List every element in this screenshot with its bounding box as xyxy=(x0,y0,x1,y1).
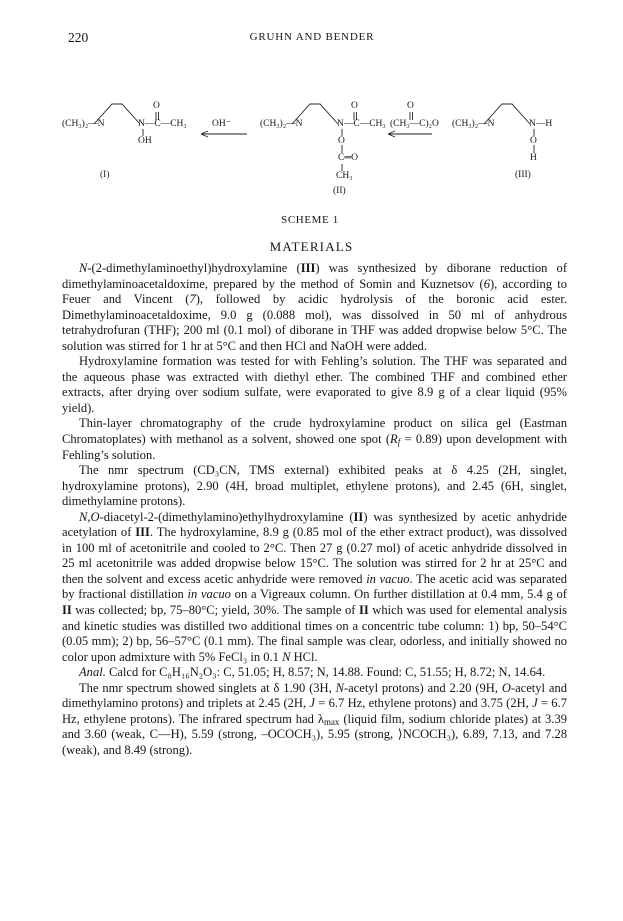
text-run: N xyxy=(335,680,344,695)
text-run: f xyxy=(397,437,401,448)
text-run: in vacuo xyxy=(187,587,231,602)
running-head: GRUHN AND BENDER xyxy=(249,31,375,43)
text-run: was collected; bp, 75–80°C; yield, 30%. The sample of xyxy=(71,603,359,618)
paragraph-p4 xyxy=(62,463,567,510)
paragraph-p6 xyxy=(62,665,567,681)
text-run: The nmr spectrum (CD₃CN, TMS external) exhibited peaks at δ 4.25 (2H, singlet, hydroxylamine protons), 2.90 (4H, broad multiplet, ethylene protons), and 2.45 (6H, singlet, dimethylamine protons). xyxy=(62,463,567,509)
text-run: Anal. xyxy=(79,665,106,680)
text-run: J xyxy=(532,696,538,711)
text-run: O xyxy=(501,680,511,695)
text-run: R xyxy=(390,432,398,447)
compound-ii-methyl: CH₃ xyxy=(336,171,353,181)
text-run: (liquid film, sodium chloride plates) at 3.39 and 3.60 (weak, C—H), 5.59 (strong, –OCOCH₃), 5.95 (strong, ⟩NCOCH₃), 6.89, 7.13, and 7.28 (weak), and 8.49 (strong). xyxy=(62,711,567,757)
hydroxide-label: OH⁻ xyxy=(212,119,231,129)
compound-iii-o: O xyxy=(530,136,537,146)
compound-i-carbonyl-o: O xyxy=(153,101,160,111)
text-run: ), according to Feuer and Vincent ( xyxy=(62,276,567,307)
compound-iii-h: H xyxy=(530,153,537,163)
text-run: Thin-layer chromatography of the crude hydroxylamine product on silica gel (Eastman Chromatoplates) with methanol as a solvent, showed one spot ( xyxy=(62,416,567,447)
text-run: -acetyl protons) and 2.20 (9H, xyxy=(343,680,502,695)
compound-ii-acyl: C═O xyxy=(338,153,358,163)
text-run: max xyxy=(323,716,340,727)
text-run: ), followed by acidic hydrolysis of the boronic acid ester. Dimethylaminoacetaldoxime, 9.0 g (0.088 mol), was dissolved in 50 ml of anhydrous tetrahydrofuran (THF); 200 ml (0.1 mol) of diborane in THF was added dropwise below 5°C. The solution was stirred for 1 hr at 5°C and then HCl and NaOH were added. xyxy=(62,292,567,353)
scheme-caption: SCHEME 1 xyxy=(281,214,339,226)
page-header xyxy=(68,30,556,50)
compound-ii-amine: (CH₃)₂—N xyxy=(260,119,303,129)
paragraph-p2 xyxy=(62,354,567,416)
text-run: Hydroxylamine formation was tested for with Fehling’s solution. The THF was separated and the aqueous phase was extracted with diethyl ether. The combined THF and combined ether extracts, after drying over sodium sulfate, were evaporated to give 8.9 g of a clear liquid (95% yield). xyxy=(62,354,567,415)
paragraph-p3 xyxy=(62,416,567,463)
article-body xyxy=(62,261,567,759)
text-run: -diacetyl-2-(dimethylamino)ethylhydroxylamine ( xyxy=(99,509,354,524)
compound-iii-amine: (CH₃)₂—N xyxy=(452,119,495,129)
compound-i-amine: (CH₃)₂—N xyxy=(62,119,105,129)
text-run: Calcd for C₈H₁₆N₂O₃: C, 51.05; H, 8.57; N, 14.88. Found: C, 51.55; H, 8.72; N, 14.64. xyxy=(105,665,546,680)
text-run: ) was synthesized by acetic anhydride acetylation of xyxy=(62,509,567,540)
paragraph-p5 xyxy=(62,510,567,665)
section-title: MATERIALS xyxy=(269,239,354,254)
paragraph-p7 xyxy=(62,681,567,759)
text-run: II xyxy=(353,509,364,524)
text-run: III xyxy=(135,525,150,540)
text-run: N xyxy=(79,261,88,275)
text-run: ) was synthesized by diborane reduction of dimethylaminoacetaldoxime, prepared by the method of Somin and Kuznetsov ( xyxy=(62,261,567,291)
compound-iii-label: (III) xyxy=(515,170,531,180)
compound-i-label: (I) xyxy=(100,170,110,180)
compound-iii-nitrogen: N—H xyxy=(529,119,553,129)
compound-ii-o: O xyxy=(338,136,345,146)
anhydride-carbonyl-o: O xyxy=(407,101,414,111)
text-run: = 0.89) upon development with Fehling’s solution. xyxy=(62,432,567,462)
text-run: II xyxy=(62,603,72,618)
compound-ii-label: (II) xyxy=(333,186,346,196)
text-run: . The acetic acid was separated by fractional distillation xyxy=(62,571,567,602)
scheme-bonds xyxy=(60,62,560,212)
text-run: -acetyl and dimethylamino protons) and triplets at 2.45 (2H, xyxy=(62,680,567,711)
text-run: . The hydroxylamine, 8.9 g (0.85 mol of the ether extract product), was dissolved in 100 ml of acetonitrile and cooled to 2°C. Then 27 g (0.27 mol) of acetic anhydride dissolved in 25 ml acetonitrile was added dropwise below 15°C. The solution was stirred for 2 hr at 25°C and then the solvent and excess acetic anhydride were removed xyxy=(62,525,567,586)
page-number: 220 xyxy=(68,30,89,45)
compound-ii-carbonyl-o: O xyxy=(351,101,358,111)
text-run: J xyxy=(309,696,315,711)
compound-i-hydroxyl: OH xyxy=(138,136,152,146)
text-run: The nmr spectrum showed singlets at δ 1.90 (3H, xyxy=(79,680,336,695)
acetic-anhydride: (CH₃—C)₂O xyxy=(390,119,439,129)
compound-i-nitrogen: N—C—CH₃ xyxy=(138,119,187,129)
text-run: II xyxy=(359,603,369,618)
text-run: N xyxy=(282,649,291,664)
text-run: on a Vigreaux column. On further distillation at 0.4 mm, 5.4 g of xyxy=(230,587,567,602)
text-run: N,O xyxy=(79,509,100,524)
text-run: HCl. xyxy=(290,649,318,664)
text-run: in vacuo xyxy=(366,571,410,586)
paragraph-p1 xyxy=(62,261,567,354)
text-run: III xyxy=(300,261,316,275)
reaction-scheme xyxy=(60,62,560,232)
text-run: = 6.7 Hz, ethylene protons) and 3.75 (2H, xyxy=(314,696,533,711)
text-run: = 6.7 Hz, ethylene protons). The infrared spectrum had λ xyxy=(62,696,567,726)
text-run: -(2-dimethylaminoethyl)hydroxylamine ( xyxy=(87,261,301,275)
text-run: 6 xyxy=(483,276,490,291)
compound-ii-nitrogen: N—C—CH₃ xyxy=(337,119,386,129)
text-run: which was used for elemental analysis and kinetic studies was distilled two additional times on a concentric tube column: 1) bp, 50–54°C (0.05 mm); 2) bp, 56–57°C (0.1 mm). The final sample was clear, odorless, and initially showed no color upon admixture with 5% FeCl₃ in 0.1 xyxy=(62,603,567,664)
text-run: 7 xyxy=(189,292,196,307)
